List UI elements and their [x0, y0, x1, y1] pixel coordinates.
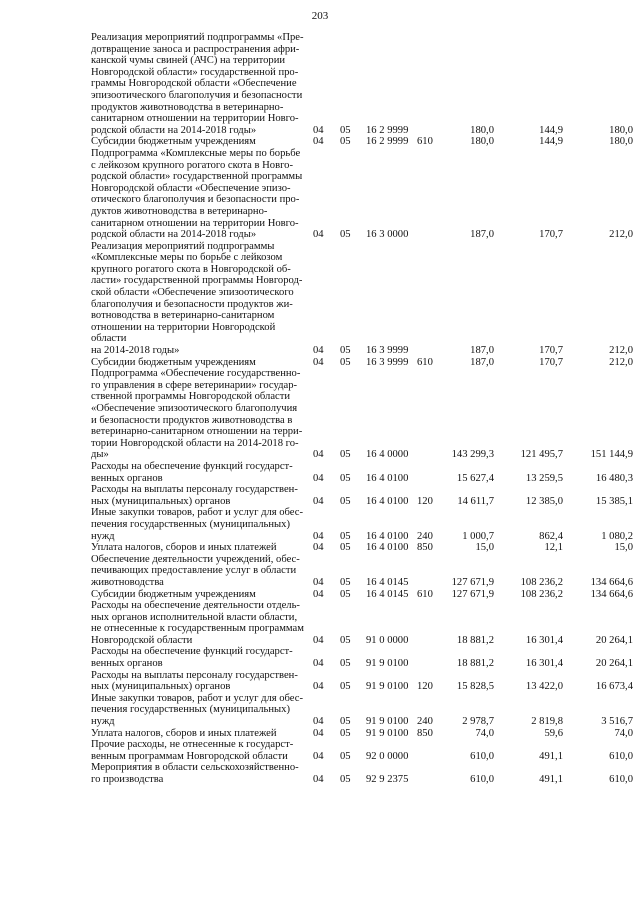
amount-column-1: 15 627,4 — [456, 472, 494, 484]
row-description: Расходы на выплаты персоналу государствен- ных (муниципальных) органов — [91, 484, 298, 507]
amount-column-2: 170,7 — [539, 345, 563, 357]
row-description: Расходы на обеспечение функций государст- венных органов — [91, 460, 293, 484]
subsection-code: 05 — [340, 750, 351, 762]
section-code: 04 — [313, 774, 324, 785]
row-description: Расходы на обеспечение функций государст- венных органов — [91, 646, 293, 670]
amount-column-2: 16 301,4 — [525, 658, 563, 670]
amount-column-3: 1 080,2 — [601, 530, 633, 542]
amount-column-2: 862,4 — [539, 530, 563, 542]
page-number: 203 — [311, 10, 329, 22]
amount-column-1: 15 828,5 — [456, 681, 494, 693]
amount-column-1: 127 671,9 — [451, 588, 494, 600]
target-article-code: 16 3 9999 — [366, 356, 409, 368]
table-row — [91, 357, 636, 369]
amount-column-1: 14 611,7 — [457, 495, 494, 507]
row-description: Расходы на обеспечение деятельности отдель- ных органов исполнительной власти области, не отнесенные к государственным программам Новгородской области — [91, 600, 304, 646]
section-code: 04 — [313, 750, 324, 762]
amount-column-3: 151 144,9 — [590, 449, 633, 461]
amount-column-3: 610,0 — [609, 750, 633, 762]
subsection-code: 05 — [340, 530, 351, 542]
section-code: 04 — [313, 472, 324, 484]
target-article-code: 16 4 0000 — [366, 449, 409, 461]
subsection-code: 05 — [340, 136, 351, 148]
amount-column-1: 187,0 — [470, 356, 494, 368]
expense-type-code: 610 — [417, 356, 433, 368]
amount-column-3: 16 673,4 — [595, 681, 633, 693]
table-row — [91, 670, 636, 693]
amount-column-1: 180,0 — [470, 124, 494, 136]
amount-column-1: 143 299,3 — [451, 449, 494, 461]
row-description: Иные закупки товаров, работ и услуг для обес- печения государственных (муниципальных) нужд — [91, 507, 304, 542]
section-code: 04 — [313, 681, 324, 693]
expense-type-code: 850 — [417, 727, 433, 739]
amount-column-3: 180,0 — [609, 124, 633, 136]
subsection-code: 05 — [340, 495, 351, 507]
subsection-code: 05 — [340, 716, 351, 728]
amount-column-3: 134 664,6 — [590, 588, 633, 600]
subsection-code: 05 — [340, 774, 351, 785]
table-row — [91, 241, 636, 357]
amount-column-1: 180,0 — [470, 136, 494, 148]
table-row — [91, 554, 636, 589]
amount-column-2: 121 495,7 — [520, 449, 563, 461]
table-row — [91, 368, 636, 461]
target-article-code: 91 9 0100 — [366, 658, 409, 670]
row-description: Расходы на выплаты персоналу государствен- ных (муниципальных) органов — [91, 669, 298, 693]
subsection-code: 05 — [340, 634, 351, 646]
amount-column-3: 15,0 — [614, 542, 633, 554]
table-row — [91, 507, 636, 542]
amount-column-1: 18 881,2 — [456, 658, 494, 670]
target-article-code: 91 0 0000 — [366, 634, 409, 646]
table-row — [91, 542, 636, 554]
amount-column-3: 74,0 — [614, 727, 633, 739]
target-article-code: 16 3 9999 — [366, 345, 409, 357]
subsection-code: 05 — [340, 576, 351, 588]
amount-column-1: 610,0 — [470, 750, 494, 762]
amount-column-3: 15 385,1 — [595, 495, 633, 507]
target-article-code: 16 4 0100 — [366, 542, 409, 554]
amount-column-2: 13 259,5 — [525, 472, 563, 484]
table-row — [91, 728, 636, 740]
amount-column-2: 144,9 — [539, 136, 563, 148]
row-description: Уплата налогов, сборов и иных платежей — [91, 542, 277, 554]
section-code: 04 — [313, 588, 324, 600]
amount-column-3: 134 664,6 — [590, 576, 633, 588]
target-article-code: 16 4 0100 — [366, 472, 409, 484]
target-article-code: 16 3 0000 — [366, 229, 409, 241]
expense-type-code: 610 — [417, 588, 433, 600]
amount-column-2: 108 236,2 — [520, 576, 563, 588]
table-row — [91, 148, 636, 241]
section-code: 04 — [313, 530, 324, 542]
subsection-code: 05 — [340, 345, 351, 357]
target-article-code: 16 2 9999 — [366, 136, 409, 148]
section-code: 04 — [313, 495, 324, 507]
expense-type-code: 610 — [417, 136, 433, 148]
amount-column-2: 16 301,4 — [525, 634, 563, 646]
section-code: 04 — [313, 634, 324, 646]
section-code: 04 — [313, 124, 324, 136]
subsection-code: 05 — [340, 542, 351, 554]
subsection-code: 05 — [340, 681, 351, 693]
amount-column-2: 108 236,2 — [520, 588, 563, 600]
row-description: Реализация мероприятий подпрограммы «Комплексные меры по борьбе с лейкозом крупного рогатого скота в Новгородской об- ласти» государственной программы Новгород- ской области «Обеспечение эпизоотического благополучия и безопасности продуктов жи- вотноводства в ветеринарно-санитарном отношении на территории Новгородской области на 2014-2018 годы» — [91, 240, 303, 357]
amount-column-2: 13 422,0 — [525, 681, 563, 693]
subsection-code: 05 — [340, 124, 351, 136]
row-description: Мероприятия в области сельскохозяйственно- го производства — [91, 762, 299, 785]
target-article-code: 16 4 0145 — [366, 588, 409, 600]
table-row — [91, 461, 636, 484]
amount-column-2: 491,1 — [539, 750, 563, 762]
table-row — [91, 32, 636, 136]
row-description: Подпрограмма «Комплексные меры по борьбе с лейкозом крупного рогатого скота в Новго- родской области» государственной программы Новгородской области «Обеспечение эпизо- отического благополучия и безопасности про- дуктов животноводства в ветеринарно- санитарном отношении на территории Новго- родской области на 2014-2018 годы» — [91, 147, 303, 241]
row-description: Иные закупки товаров, работ и услуг для обес- печения государственных (муниципальных) нужд — [91, 692, 304, 728]
section-code: 04 — [313, 658, 324, 670]
target-article-code: 16 4 0100 — [366, 530, 409, 542]
subsection-code: 05 — [340, 727, 351, 739]
amount-column-2: 144,9 — [539, 124, 563, 136]
amount-column-3: 610,0 — [609, 774, 633, 785]
section-code: 04 — [313, 229, 324, 241]
amount-column-1: 187,0 — [470, 229, 494, 241]
table-row — [91, 739, 636, 762]
row-description: Уплата налогов, сборов и иных платежей — [91, 727, 277, 739]
target-article-code: 92 0 0000 — [366, 750, 409, 762]
section-code: 04 — [313, 727, 324, 739]
row-description: Субсидии бюджетным учреждениям — [91, 356, 256, 368]
amount-column-1: 2 978,7 — [462, 716, 494, 728]
expense-type-code: 120 — [417, 681, 433, 693]
target-article-code: 16 4 0100 — [366, 495, 409, 507]
table-row — [91, 600, 636, 646]
amount-column-2: 170,7 — [539, 356, 563, 368]
row-description: Обеспечение деятельности учреждений, обес- печивающих предоставление услуг в области животноводства — [91, 553, 300, 588]
amount-column-2: 12,1 — [544, 542, 563, 554]
table-row — [91, 136, 636, 148]
row-description: Реализация мероприятий подпрограммы «Пре- дотвращение заноса и распространения афри- канской чумы свиней (АЧС) на территории Новгородской области» государственной про- граммы Новгородской области «Обеспечение эпизоотического благополучия и безопасности продуктов животноводства в ветеринарно- санитарном отношении на территории Новго- родской области на 2014-2018 годы» — [91, 32, 304, 136]
amount-column-2: 2 819,8 — [531, 716, 563, 728]
amount-column-3: 212,0 — [609, 356, 633, 368]
amount-column-1: 15,0 — [475, 542, 494, 554]
row-description: Субсидии бюджетным учреждениям — [91, 136, 256, 148]
amount-column-2: 491,1 — [539, 774, 563, 785]
amount-column-2: 12 385,0 — [525, 495, 563, 507]
section-code: 04 — [313, 716, 324, 728]
subsection-code: 05 — [340, 658, 351, 670]
expense-type-code: 120 — [417, 495, 433, 507]
table-row — [91, 484, 636, 507]
amount-column-3: 180,0 — [609, 136, 633, 148]
table-row — [91, 589, 636, 601]
amount-column-3: 20 264,1 — [595, 658, 633, 670]
budget-table — [91, 32, 636, 786]
amount-column-1: 74,0 — [475, 727, 494, 739]
section-code: 04 — [313, 542, 324, 554]
amount-column-1: 1 000,7 — [462, 530, 494, 542]
row-description: Подпрограмма «Обеспечение государственно- го управления в сфере ветеринарии» государ- ственной программы Новгородской области «Обеспечение эпизоотического благополучия и безопасности продуктов животноводства в ветеринарно-санитарном отношении на терри- тории Новгородской области на 2014-2018 го- ды» — [91, 368, 303, 461]
subsection-code: 05 — [340, 356, 351, 368]
subsection-code: 05 — [340, 229, 351, 241]
table-row — [91, 646, 636, 669]
amount-column-1: 18 881,2 — [456, 634, 494, 646]
amount-column-3: 212,0 — [609, 229, 633, 241]
target-article-code: 91 9 0100 — [366, 681, 409, 693]
row-description: Субсидии бюджетным учреждениям — [91, 588, 256, 600]
section-code: 04 — [313, 449, 324, 461]
table-row — [91, 693, 636, 728]
table-row — [91, 762, 636, 785]
section-code: 04 — [313, 576, 324, 588]
subsection-code: 05 — [340, 472, 351, 484]
target-article-code: 16 4 0145 — [366, 576, 409, 588]
expense-type-code: 850 — [417, 542, 433, 554]
expense-type-code: 240 — [417, 716, 433, 728]
amount-column-3: 3 516,7 — [601, 716, 633, 728]
amount-column-1: 610,0 — [470, 774, 494, 785]
amount-column-3: 20 264,1 — [595, 634, 633, 646]
section-code: 04 — [313, 136, 324, 148]
subsection-code: 05 — [340, 449, 351, 461]
subsection-code: 05 — [340, 588, 351, 600]
target-article-code: 91 9 0100 — [366, 727, 409, 739]
target-article-code: 92 9 2375 — [366, 774, 409, 785]
amount-column-1: 127 671,9 — [451, 576, 494, 588]
target-article-code: 16 2 9999 — [366, 124, 409, 136]
amount-column-2: 170,7 — [539, 229, 563, 241]
amount-column-2: 59,6 — [544, 727, 563, 739]
section-code: 04 — [313, 356, 324, 368]
section-code: 04 — [313, 345, 324, 357]
target-article-code: 91 9 0100 — [366, 716, 409, 728]
row-description: Прочие расходы, не отнесенные к государст- венным программам Новгородской области — [91, 739, 294, 762]
amount-column-1: 187,0 — [470, 345, 494, 357]
amount-column-3: 16 480,3 — [595, 472, 633, 484]
amount-column-3: 212,0 — [609, 345, 633, 357]
expense-type-code: 240 — [417, 530, 433, 542]
